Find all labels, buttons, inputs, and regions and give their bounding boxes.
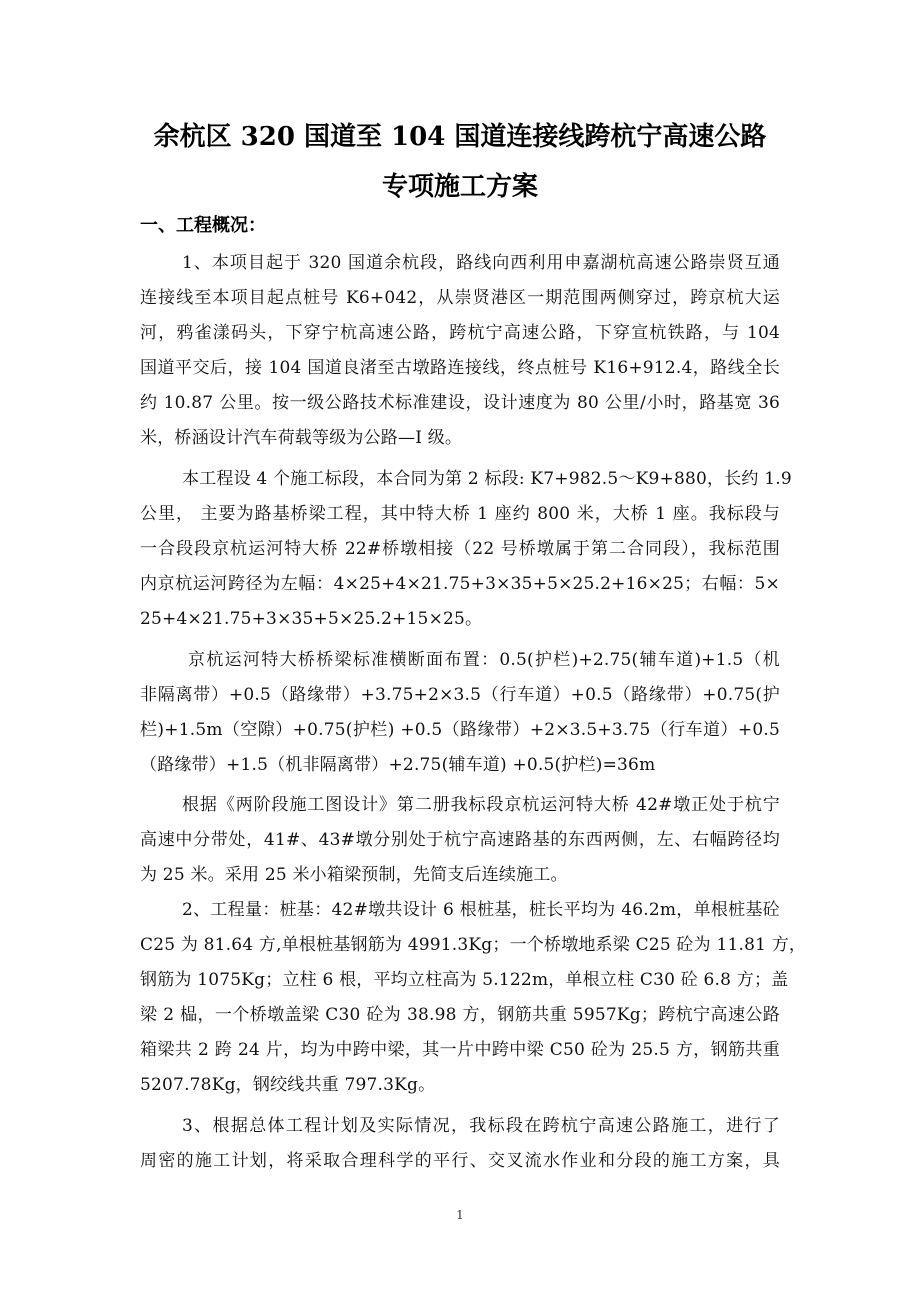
paragraph-line: 一合段段京杭运河特大桥 22#桥墩相接（22 号桥墩属于第二合同段），我标范围 [140,539,780,559]
paragraph-line: 箱梁共 2 跨 24 片，均为中跨中梁，其一片中跨中梁 C50 砼为 25.5 方，钢筋共重 [140,1040,780,1060]
document-subtitle: 专项施工方案 [381,172,538,202]
paragraph-line: 根据《两阶段施工图设计》第二册我标段京杭运河特大桥 42#墩正处于杭宁 [182,795,780,815]
paragraph-line: 周密的施工计划，将采取合理科学的平行、交叉流水作业和分段的施工方案，具 [140,1151,780,1171]
paragraph-line: 梁 2 榀，一个桥墩盖梁 C30 砼为 38.98 方，钢筋共重 5957Kg；跨杭宁高速公路 [140,1005,780,1025]
paragraph-line: 2、工程量：桩基：42#墩共设计 6 根桩基，桩长平均为 46.2m，单根桩基砼 [182,900,780,920]
paragraph-line: （路缘带）+1.5（机非隔离带）+2.75(辅车道) +0.5(护栏)=36m [140,755,656,775]
paragraph-line: 钢筋为 1075Kg；立柱 6 根，平均立柱高为 5.122m，单根立柱 C30 砼 6.8 方；盖 [140,970,789,990]
paragraph-line: 河，鸦雀漾码头，下穿宁杭高速公路，跨杭宁高速公路，下穿宣杭铁路，与 104 [140,323,780,343]
paragraph-line: 非隔离带）+0.5（路缘带）+3.75+2×3.5（行车道）+0.5（路缘带）+0.75(护 [140,685,780,705]
paragraph-line: 5207.78Kg，钢绞线共重 797.3Kg。 [140,1075,436,1095]
document-title: 余杭区 320 国道至 104 国道连接线跨杭宁高速公路 [153,122,767,152]
paragraph-line: 米，桥涵设计汽车荷载等级为公路—I 级。 [140,428,463,448]
page-number: 1 [456,1208,464,1222]
paragraph-line: 京杭运河特大桥桥梁标准横断面布置：0.5(护栏)+2.75(辅车道)+1.5（机 [188,650,780,670]
paragraph-line: 国道平交后，接 104 国道良渚至古墩路连接线，终点桩号 K16+912.4，路线全长 [140,358,780,378]
paragraph-line: 3、根据总体工程计划及实际情况，我标段在跨杭宁高速公路施工，进行了 [182,1116,780,1136]
paragraph-line: 25+4×21.75+3×35+5×25.2+15×25。 [140,609,483,629]
section-heading: 一、工程概况： [140,215,266,236]
paragraph-line: 连接线至本项目起点桩号 K6+042，从崇贤港区一期范围两侧穿过，跨京杭大运 [140,288,780,308]
paragraph-line: 1、本项目起于 320 国道余杭段，路线向西利用申嘉湖杭高速公路崇贤互通 [182,253,780,273]
paragraph-line: 约 10.87 公里。按一级公路技术标准建设，设计速度为 80 公里/小时，路基宽 36 [140,393,780,413]
paragraph-line: 为 25 米。采用 25 米小箱梁预制，先简支后连续施工。 [140,865,568,885]
paragraph-line: 内京杭运河跨径为左幅：4×25+4×21.75+3×35+5×25.2+16×25；右幅：5× [140,574,780,594]
paragraph-line: 本工程设 4 个施工标段，本合同为第 2 标段: K7+982.5～K9+880，长约 1.9 [182,469,792,489]
paragraph-line: 高速中分带处，41#、43#墩分别处于杭宁高速路基的东西两侧，左、右幅跨径均 [140,830,780,850]
paragraph-line: C25 为 81.64 方,单根桩基钢筋为 4991.3Kg；一个桥墩地系梁 C25 砼为 11.81 方， [140,935,807,955]
paragraph-line: 栏)+1.5m（空隙）+0.75(护栏) +0.5（路缘带）+2×3.5+3.75（行车道）+0.5 [140,720,780,740]
paragraph-line: 公里， 主要为路基桥梁工程，其中特大桥 1 座约 800 米，大桥 1 座。我标段与 [140,504,780,524]
